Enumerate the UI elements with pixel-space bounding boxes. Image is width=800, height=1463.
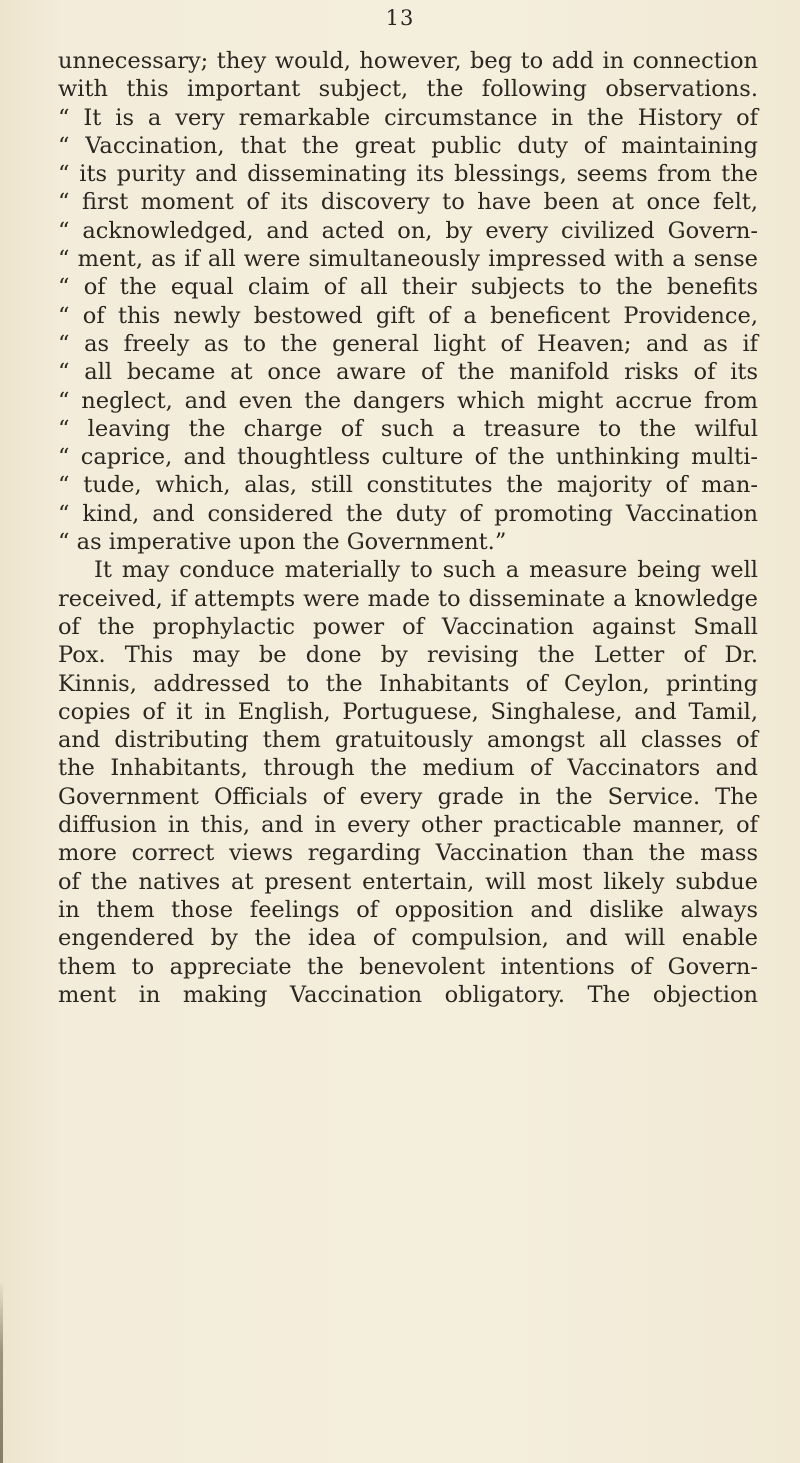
quoted-text-line: “ neglect, and even the dangers which might accrue from (58, 387, 758, 414)
page-number: 13 (385, 6, 415, 30)
text-line: It may conduce materially to such a measure being well (94, 557, 758, 584)
text-line: engendered by the idea of compulsion, and will enable (58, 925, 758, 952)
text-line: copies of it in English, Portuguese, Singhalese, and Tamil, (58, 698, 758, 725)
quoted-text-line: “ of this newly bestowed gift of a beneficent Providence, (58, 302, 758, 329)
quoted-text-line: “ its purity and disseminating its blessings, seems from the (58, 161, 758, 188)
body-text (58, 47, 758, 1009)
quoted-text-line: “ Vaccination, that the great public duty of maintaining (58, 132, 758, 159)
quoted-text-line: “ caprice, and thoughtless culture of the unthinking multi- (58, 444, 758, 471)
text-line: of the natives at present entertain, will most likely subdue (58, 868, 758, 895)
text-line: and distributing them gratuitously amongst all classes of (58, 727, 758, 754)
text-line: with this important subject, the following observations. (58, 76, 758, 103)
quoted-text-line: “ kind, and considered the duty of promoting Vaccination (58, 500, 758, 527)
quoted-text-line: “ of the equal claim of all their subjects to the benefits (58, 274, 758, 301)
text-line: the Inhabitants, through the medium of Vaccinators and (58, 755, 758, 782)
quoted-text-line: “ first moment of its discovery to have been at once felt, (58, 189, 758, 216)
text-line: Pox. This may be done by revising the Letter of Dr. (58, 642, 758, 669)
text-line: diffusion in this, and in every other practicable manner, of (58, 812, 758, 839)
text-line: Government Officials of every grade in the Service. The (58, 783, 758, 810)
quoted-text-line: “ tude, which, alas, still constitutes the majority of man- (58, 472, 758, 499)
text-line: of the prophylactic power of Vaccination against Small (58, 613, 758, 640)
page-edge-shadow (0, 1280, 3, 1463)
text-line: more correct views regarding Vaccination than the mass (58, 840, 758, 867)
text-line: unnecessary; they would, however, beg to add in connection (58, 48, 758, 74)
text-line: in them those feelings of opposition and dislike always (58, 896, 758, 923)
text-line: received, if attempts were made to disseminate a knowledge (58, 585, 758, 612)
quoted-text-line: “ leaving the charge of such a treasure to the wilful (58, 415, 758, 442)
quoted-text-line: “ as freely as to the general light of Heaven; and as if (58, 330, 758, 357)
quoted-text-line: “ as imperative upon the Government.” (58, 529, 507, 556)
quoted-text-line: “ ment, as if all were simultaneously impressed with a sense (58, 246, 758, 273)
quoted-text-line: “ It is a very remarkable circumstance in the History of (58, 104, 758, 131)
text-line: ment in making Vaccination obligatory. The objection (58, 981, 758, 1008)
text-line: Kinnis, addressed to the Inhabitants of Ceylon, printing (58, 670, 758, 697)
quoted-text-line: “ all became at once aware of the manifold risks of its (58, 359, 758, 386)
text-line: them to appreciate the benevolent intentions of Govern- (58, 953, 758, 980)
quoted-text-line: “ acknowledged, and acted on, by every civilized Govern- (58, 217, 758, 244)
